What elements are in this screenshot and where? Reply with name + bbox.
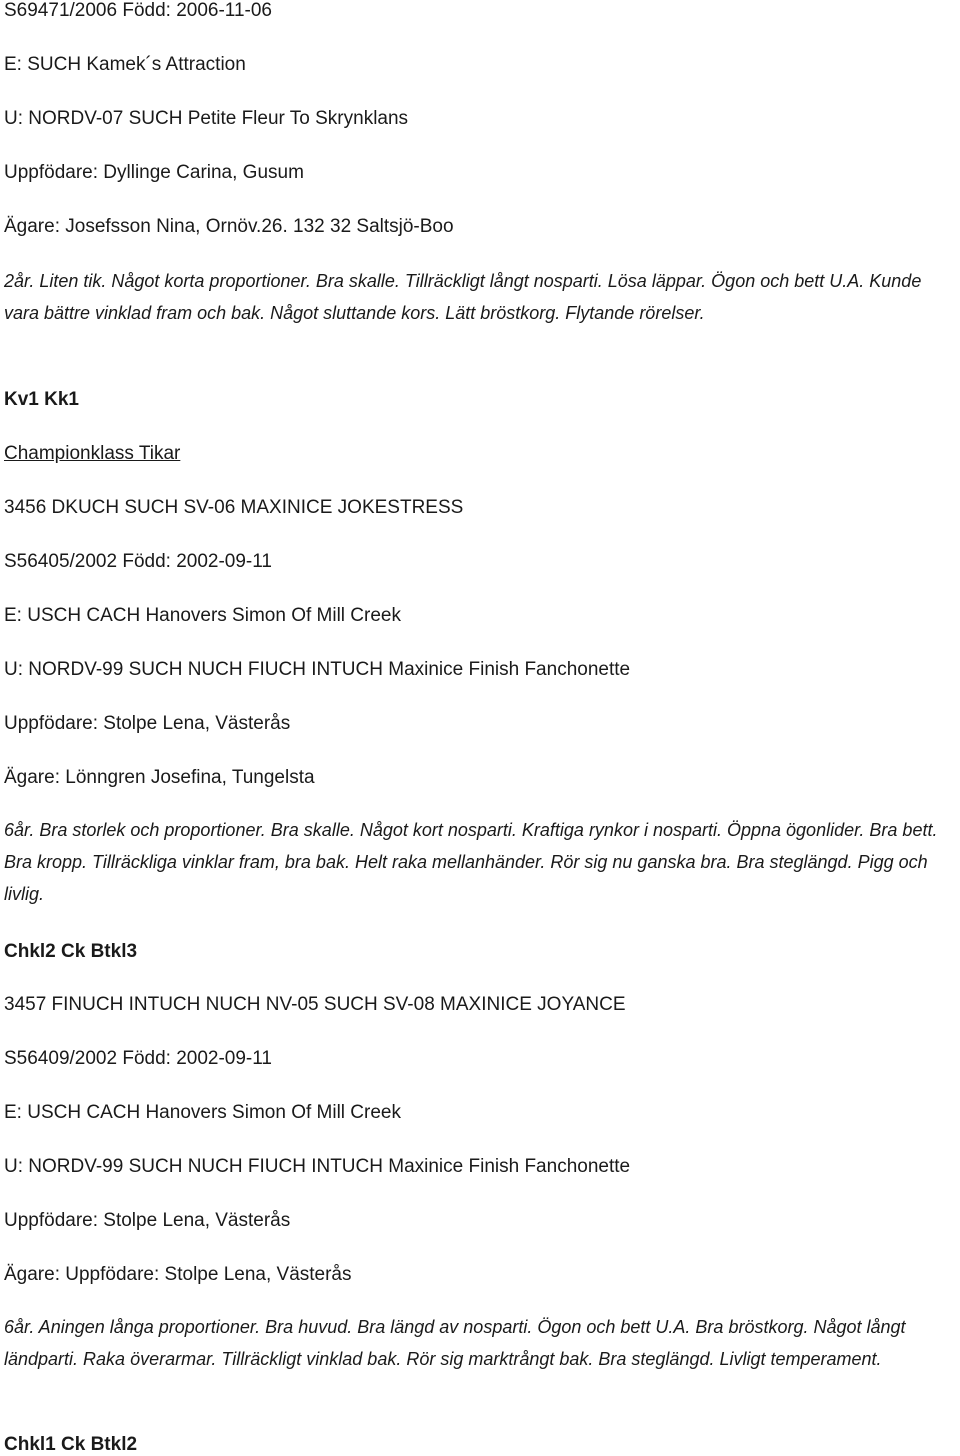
entry-3457-awards: Chkl1 Ck Btkl2 [4,1434,138,1455]
entry-critique: 2år. Liten tik. Något korta proportioner. Bra skalle. Tillräckligt långt nosparti. Lösa läppar. Ögon och bett U.A. Kunde vara bättre vinklad fram och bak. Något sluttande kors. Lätt bröstkorg. Flytande rörelser. [4,271,922,323]
entry-3456-name: 3456 DKUCH SUCH SV-06 MAXINICE JOKESTRESS [4,497,464,518]
entry-3457-breeder: Uppfödare: Stolpe Lena, Västerås [4,1210,291,1231]
entry-3456-dam: U: NORDV-99 SUCH NUCH FIUCH INTUCH Maxinice Finish Fanchonette [4,659,631,680]
entry-3457-reg: S56409/2002 Född: 2002-09-11 [4,1048,272,1069]
entry-3456-sire: E: USCH CACH Hanovers Simon Of Mill Creek [4,605,401,626]
entry-3456-critique: 6år. Bra storlek och proportioner. Bra skalle. Något kort nosparti. Kraftiga rynkor i nosparti. Öppna ögonlider. Bra bett. Bra kropp. Tillräckliga vinklar fram, bra bak. Helt raka mellanhänder. Rör sig nu ganska bra. Bra steglängd. Pigg och livlig. [4,820,938,904]
entry-3457-dam: U: NORDV-99 SUCH NUCH FIUCH INTUCH Maxinice Finish Fanchonette [4,1156,631,1177]
entry-3457-owner: Ägare: Uppfödare: Stolpe Lena, Västerås [4,1264,352,1285]
entry-awards: Kv1 Kk1 [4,389,79,410]
entry-breeder-line: Uppfödare: Dyllinge Carina, Gusum [4,162,304,183]
entry-3456-breeder: Uppfödare: Stolpe Lena, Västerås [4,713,291,734]
entry-3457-critique: 6år. Aningen långa proportioner. Bra huvud. Bra längd av nosparti. Ögon och bett U.A. Bra bröstkorg. Något långt ländparti. Raka överarmar. Tillräckligt vinklad bak. Rör sig marktrångt bak. Bra steglängd. Livligt temperament. [4,1317,906,1369]
entry-dam-line: U: NORDV-07 SUCH Petite Fleur To Skrynklans [4,108,409,129]
entry-3456-owner: Ägare: Lönngren Josefina, Tungelsta [4,767,315,788]
entry-3456-reg: S56405/2002 Född: 2002-09-11 [4,551,272,572]
entry-3457-name: 3457 FINUCH INTUCH NUCH NV-05 SUCH SV-08 MAXINICE JOYANCE [4,994,626,1015]
entry-sire-line: E: SUCH Kamek´s Attraction [4,54,246,75]
entry-3457-sire: E: USCH CACH Hanovers Simon Of Mill Creek [4,1102,401,1123]
entry-3456-awards: Chkl2 Ck Btkl3 [4,941,138,962]
entry-reg-line: S69471/2006 Född: 2006-11-06 [4,0,272,21]
entry-owner-line: Ägare: Josefsson Nina, Ornöv.26. 132 32 Saltsjö-Boo [4,216,454,237]
class-heading: Championklass Tikar [4,443,181,464]
